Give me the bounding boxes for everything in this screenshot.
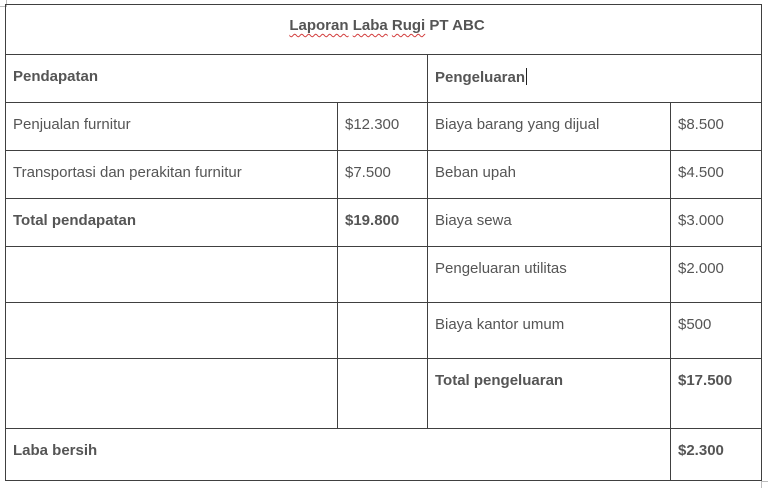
table-row <box>6 151 762 199</box>
expense-value-cell[interactable] <box>671 247 762 303</box>
income-total-label: Total pendapatan <box>13 212 137 229</box>
expense-value-cell[interactable] <box>671 103 762 151</box>
expense-label-cell[interactable] <box>428 303 671 359</box>
expense-label-cell[interactable] <box>428 199 671 247</box>
income-header-cell[interactable] <box>6 55 428 103</box>
income-label-cell[interactable] <box>6 151 338 199</box>
expenses-header: Pengeluaran <box>435 69 526 86</box>
title-word-laba: Laba <box>352 17 388 34</box>
income-value-cell[interactable] <box>338 151 428 199</box>
expense-total-label-cell[interactable] <box>428 359 671 429</box>
expense-label: Beban upah <box>435 164 516 181</box>
expense-total-label: Total pengeluaran <box>435 372 564 389</box>
expense-label-cell[interactable] <box>428 247 671 303</box>
income-value-cell[interactable] <box>338 103 428 151</box>
expense-value: $3.000 <box>678 212 724 229</box>
text-cursor <box>526 68 527 85</box>
net-profit-value: $2.300 <box>678 442 724 459</box>
income-value: $12.300 <box>345 116 400 133</box>
report-title[interactable] <box>6 5 762 55</box>
income-total-label-cell[interactable] <box>6 199 338 247</box>
income-total-value-cell[interactable] <box>338 199 428 247</box>
expense-value-cell[interactable] <box>671 303 762 359</box>
income-label: Penjualan furnitur <box>13 116 131 133</box>
title-word-rugi: Rugi <box>391 17 426 34</box>
empty-cell[interactable] <box>6 303 338 359</box>
empty-cell[interactable] <box>6 359 338 429</box>
expense-value-cell[interactable] <box>671 151 762 199</box>
expense-value: $500 <box>678 316 712 333</box>
net-profit-label: Laba bersih <box>13 442 98 459</box>
expense-total-value-cell[interactable] <box>671 359 762 429</box>
income-label: Transportasi dan perakitan furnitur <box>13 164 242 181</box>
title-company: PT ABC <box>429 17 485 34</box>
empty-cell[interactable] <box>6 247 338 303</box>
empty-cell[interactable] <box>338 303 428 359</box>
table-row <box>6 359 762 429</box>
expense-value: $2.000 <box>678 260 724 277</box>
title-word-laporan: Laporan <box>289 17 349 34</box>
section-header-row <box>6 55 762 103</box>
empty-cell[interactable] <box>338 359 428 429</box>
table-row <box>6 303 762 359</box>
expense-label-cell[interactable] <box>428 151 671 199</box>
expense-label: Biaya kantor umum <box>435 316 565 333</box>
title-row <box>6 5 762 55</box>
table-row <box>6 103 762 151</box>
expense-label: Pengeluaran utilitas <box>435 260 567 277</box>
expense-label: Biaya barang yang dijual <box>435 116 600 133</box>
expense-label: Biaya sewa <box>435 212 512 229</box>
table-row <box>6 199 762 247</box>
net-profit-value-cell[interactable] <box>671 429 762 481</box>
expense-value-cell[interactable] <box>671 199 762 247</box>
table-row <box>6 247 762 303</box>
expenses-header-cell[interactable] <box>428 55 762 103</box>
income-label-cell[interactable] <box>6 103 338 151</box>
expense-total-value: $17.500 <box>678 372 733 389</box>
expense-label-cell[interactable] <box>428 103 671 151</box>
expense-value: $8.500 <box>678 116 724 133</box>
net-profit-label-cell[interactable] <box>6 429 671 481</box>
income-total-value: $19.800 <box>345 212 400 229</box>
income-header: Pendapatan <box>13 68 99 85</box>
empty-cell[interactable] <box>338 247 428 303</box>
income-value: $7.500 <box>345 164 391 181</box>
income-statement-table <box>5 4 762 481</box>
expense-value: $4.500 <box>678 164 724 181</box>
net-profit-row <box>6 429 762 481</box>
table-resize-handle[interactable] <box>761 481 768 488</box>
